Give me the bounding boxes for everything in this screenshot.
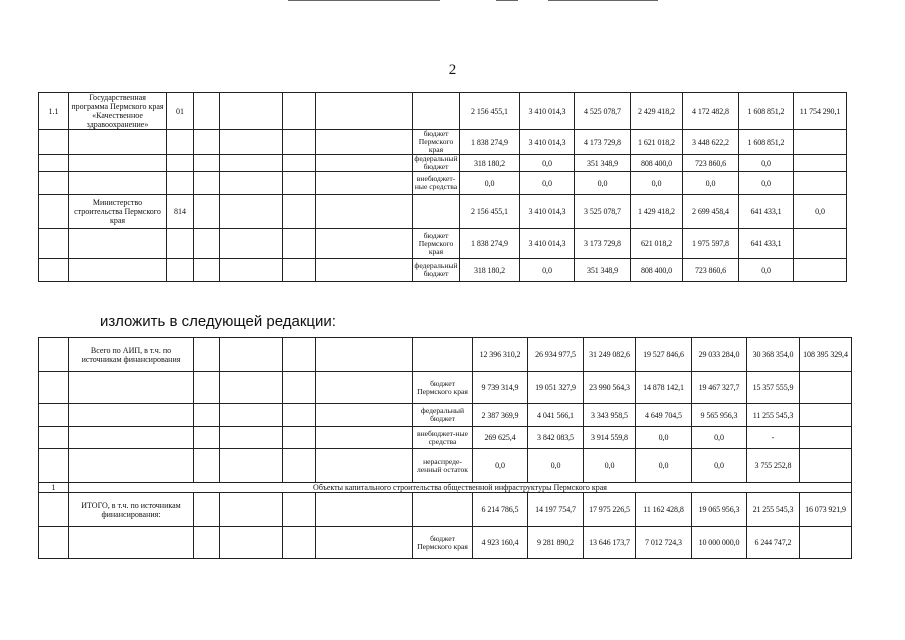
empty-cell	[194, 229, 220, 259]
value-cell: 641 433,1	[739, 195, 794, 229]
value-cell: 12 396 310,2	[473, 338, 528, 372]
value-cell: 11 162 428,8	[636, 493, 692, 527]
row-number-cell	[39, 449, 69, 483]
value-cell: 14 878 142,1	[636, 372, 692, 404]
row-number-cell	[39, 259, 69, 282]
value-cell: 29 033 284,0	[692, 338, 747, 372]
value-cell: 17 975 226,5	[584, 493, 636, 527]
value-cell	[794, 130, 847, 155]
value-cell: 2 156 455,1	[460, 93, 520, 130]
value-cell: 4 923 160,4	[473, 527, 528, 559]
row-number-cell	[39, 427, 69, 449]
row-number-cell	[39, 172, 69, 195]
row-name-cell	[69, 527, 194, 559]
value-cell: 9 565 956,3	[692, 404, 747, 427]
empty-cell	[283, 527, 316, 559]
row-number-cell: 1.1	[39, 93, 69, 130]
empty-cell	[283, 130, 316, 155]
value-cell: 1 608 851,2	[739, 93, 794, 130]
funding-source-cell: бюджет Пермского края	[413, 130, 460, 155]
value-cell: 2 699 458,4	[683, 195, 739, 229]
value-cell: 808 400,0	[631, 259, 683, 282]
row-number-cell	[39, 155, 69, 172]
row-name-cell	[69, 130, 167, 155]
empty-cell	[316, 93, 413, 130]
value-cell: 0,0	[520, 259, 575, 282]
empty-cell	[220, 130, 283, 155]
row-code-cell	[167, 172, 194, 195]
empty-cell	[220, 493, 283, 527]
empty-cell	[220, 404, 283, 427]
value-cell: 0,0	[683, 172, 739, 195]
empty-cell	[194, 259, 220, 282]
table-row	[39, 155, 847, 172]
empty-cell	[220, 372, 283, 404]
value-cell: 108 395 329,4	[800, 338, 852, 372]
empty-cell	[194, 93, 220, 130]
empty-cell	[194, 372, 220, 404]
value-cell	[800, 427, 852, 449]
row-name-cell: Министерство строительства Пермского края	[69, 195, 167, 229]
empty-cell	[194, 427, 220, 449]
table-row	[39, 449, 852, 483]
empty-cell	[316, 338, 413, 372]
empty-cell	[194, 527, 220, 559]
empty-cell	[220, 229, 283, 259]
empty-cell	[220, 155, 283, 172]
value-cell	[794, 259, 847, 282]
row-number-cell	[39, 372, 69, 404]
row-name-cell: ИТОГО, в т.ч. по источникам финансирования:	[69, 493, 194, 527]
value-cell: 1 621 018,2	[631, 130, 683, 155]
value-cell: 0,0	[739, 172, 794, 195]
empty-cell	[283, 93, 316, 130]
empty-cell	[283, 449, 316, 483]
funding-source-cell: федеральный бюджет	[413, 259, 460, 282]
value-cell: 2 429 418,2	[631, 93, 683, 130]
empty-cell	[316, 130, 413, 155]
value-cell: 4 172 482,8	[683, 93, 739, 130]
value-cell: 351 348,9	[575, 259, 631, 282]
table-row	[39, 372, 852, 404]
empty-cell	[220, 195, 283, 229]
funding-source-cell	[413, 493, 473, 527]
funding-source-cell	[413, 93, 460, 130]
table-row	[39, 172, 847, 195]
empty-cell	[194, 130, 220, 155]
empty-cell	[194, 195, 220, 229]
row-code-cell	[167, 229, 194, 259]
value-cell: 0,0	[636, 427, 692, 449]
empty-cell	[283, 404, 316, 427]
value-cell: 0,0	[520, 155, 575, 172]
value-cell: 318 180,2	[460, 259, 520, 282]
empty-cell	[283, 427, 316, 449]
row-name-cell	[69, 449, 194, 483]
row-name-cell	[69, 372, 194, 404]
empty-cell	[283, 229, 316, 259]
table-row	[39, 130, 847, 155]
row-number-cell	[39, 130, 69, 155]
value-cell: 0,0	[473, 449, 528, 483]
value-cell: 3 410 014,3	[520, 93, 575, 130]
funding-source-cell: бюджет Пермского края	[413, 527, 473, 559]
value-cell: 19 467 327,7	[692, 372, 747, 404]
funding-source-cell: внебюджет-ные средства	[413, 172, 460, 195]
value-cell: 0,0	[739, 155, 794, 172]
table-row	[39, 229, 847, 259]
value-cell: 6 214 786,5	[473, 493, 528, 527]
value-cell: 3 343 958,5	[584, 404, 636, 427]
funding-source-cell: бюджет Пермского края	[413, 229, 460, 259]
empty-cell	[316, 195, 413, 229]
empty-cell	[316, 404, 413, 427]
section-row	[39, 483, 852, 493]
row-name-cell	[69, 259, 167, 282]
empty-cell	[316, 493, 413, 527]
empty-cell	[194, 449, 220, 483]
value-cell	[800, 404, 852, 427]
value-cell: 1 975 597,8	[683, 229, 739, 259]
empty-cell	[283, 338, 316, 372]
table-original	[38, 92, 847, 282]
amendment-heading: изложить в следующей редакции:	[100, 313, 336, 330]
value-cell: 0,0	[575, 172, 631, 195]
empty-cell	[316, 155, 413, 172]
empty-cell	[316, 172, 413, 195]
section-number-cell: 1	[39, 483, 69, 493]
value-cell: -	[747, 427, 800, 449]
value-cell	[800, 372, 852, 404]
row-name-cell	[69, 427, 194, 449]
value-cell	[800, 449, 852, 483]
row-number-cell	[39, 195, 69, 229]
value-cell: 1 429 418,2	[631, 195, 683, 229]
value-cell: 30 368 354,0	[747, 338, 800, 372]
empty-cell	[316, 259, 413, 282]
value-cell: 13 646 173,7	[584, 527, 636, 559]
empty-cell	[316, 449, 413, 483]
value-cell: 9 739 314,9	[473, 372, 528, 404]
value-cell: 3 173 729,8	[575, 229, 631, 259]
row-number-cell	[39, 338, 69, 372]
table-row	[39, 259, 847, 282]
value-cell: 2 387 369,9	[473, 404, 528, 427]
row-name-cell	[69, 229, 167, 259]
value-cell: 4 173 729,8	[575, 130, 631, 155]
value-cell: 0,0	[739, 259, 794, 282]
top-rule-2	[496, 0, 518, 1]
empty-cell	[220, 427, 283, 449]
empty-cell	[194, 493, 220, 527]
value-cell: 16 073 921,9	[800, 493, 852, 527]
value-cell: 19 051 327,9	[528, 372, 584, 404]
funding-source-cell: федеральный бюджет	[413, 404, 473, 427]
empty-cell	[220, 449, 283, 483]
row-code-cell	[167, 130, 194, 155]
value-cell: 11 255 545,3	[747, 404, 800, 427]
value-cell	[794, 172, 847, 195]
value-cell: 3 410 014,3	[520, 195, 575, 229]
row-code-cell: 01	[167, 93, 194, 130]
value-cell	[794, 229, 847, 259]
table-row	[39, 195, 847, 229]
table-new-edition	[38, 337, 852, 559]
value-cell: 0,0	[631, 172, 683, 195]
value-cell: 0,0	[460, 172, 520, 195]
value-cell: 3 755 252,8	[747, 449, 800, 483]
empty-cell	[194, 404, 220, 427]
empty-cell	[283, 155, 316, 172]
value-cell	[800, 527, 852, 559]
empty-cell	[283, 195, 316, 229]
row-number-cell	[39, 404, 69, 427]
row-code-cell	[167, 259, 194, 282]
value-cell: 3 914 559,8	[584, 427, 636, 449]
empty-cell	[194, 338, 220, 372]
funding-source-cell: нераспреде-ленный остаток	[413, 449, 473, 483]
row-number-cell	[39, 527, 69, 559]
value-cell: 1 608 851,2	[739, 130, 794, 155]
funding-source-cell	[413, 195, 460, 229]
value-cell: 351 348,9	[575, 155, 631, 172]
value-cell: 0,0	[584, 449, 636, 483]
empty-cell	[316, 527, 413, 559]
page-number: 2	[448, 62, 457, 78]
empty-cell	[220, 93, 283, 130]
value-cell: 9 281 890,2	[528, 527, 584, 559]
funding-source-cell: внебюджет-ные средства	[413, 427, 473, 449]
table-row	[39, 93, 847, 130]
row-name-cell: Всего по АИП, в т.ч. по источникам финансирования	[69, 338, 194, 372]
value-cell: 3 525 078,7	[575, 195, 631, 229]
funding-source-cell: федеральный бюджет	[414, 154, 458, 171]
value-cell: 1 838 274,9	[460, 130, 520, 155]
table-row	[39, 338, 852, 372]
empty-cell	[283, 172, 316, 195]
row-number-cell	[39, 493, 69, 527]
value-cell: 15 357 555,9	[747, 372, 800, 404]
value-cell: 6 244 747,2	[747, 527, 800, 559]
value-cell: 26 934 977,5	[528, 338, 584, 372]
funding-source-cell: бюджет Пермского края	[413, 372, 473, 404]
value-cell: 11 754 290,1	[794, 93, 847, 130]
value-cell: 14 197 754,7	[528, 493, 584, 527]
value-cell: 2 156 455,1	[460, 195, 520, 229]
value-cell: 3 410 014,3	[520, 130, 575, 155]
table-row	[39, 404, 852, 427]
value-cell: 1 838 274,9	[460, 229, 520, 259]
top-rule-3	[548, 0, 658, 1]
row-name-cell	[69, 172, 167, 195]
value-cell: 3 842 083,5	[528, 427, 584, 449]
row-code-cell	[167, 155, 194, 172]
top-rule-1	[288, 0, 440, 1]
row-number-cell	[39, 229, 69, 259]
empty-cell	[316, 229, 413, 259]
value-cell: 0,0	[528, 449, 584, 483]
table-row	[39, 427, 852, 449]
value-cell: 19 527 846,6	[636, 338, 692, 372]
value-cell: 0,0	[692, 427, 747, 449]
funding-source-cell	[413, 338, 473, 372]
row-name-cell	[69, 404, 194, 427]
empty-cell	[220, 527, 283, 559]
table-row	[39, 527, 852, 559]
row-name-cell	[69, 155, 167, 172]
value-cell: 269 625,4	[473, 427, 528, 449]
empty-cell	[316, 427, 413, 449]
value-cell: 31 249 082,6	[584, 338, 636, 372]
empty-cell	[283, 493, 316, 527]
value-cell: 723 860,6	[683, 155, 739, 172]
value-cell: 21 255 545,3	[747, 493, 800, 527]
value-cell: 7 012 724,3	[636, 527, 692, 559]
empty-cell	[283, 372, 316, 404]
value-cell: 4 525 078,7	[575, 93, 631, 130]
value-cell: 0,0	[794, 195, 847, 229]
table-row	[39, 493, 852, 527]
value-cell	[794, 155, 847, 172]
empty-cell	[316, 372, 413, 404]
row-name-cell: Государственная программа Пермского края «Качественное здравоохранение»	[69, 93, 167, 130]
value-cell: 4 649 704,5	[636, 404, 692, 427]
empty-cell	[194, 155, 220, 172]
row-code-cell: 814	[167, 195, 194, 229]
value-cell: 621 018,2	[631, 229, 683, 259]
empty-cell	[283, 259, 316, 282]
value-cell: 318 180,2	[460, 155, 520, 172]
empty-cell	[220, 338, 283, 372]
value-cell: 4 041 566,1	[528, 404, 584, 427]
value-cell: 0,0	[636, 449, 692, 483]
empty-cell	[194, 172, 220, 195]
value-cell: 723 860,6	[683, 259, 739, 282]
value-cell: 10 000 000,0	[692, 527, 747, 559]
empty-cell	[220, 259, 283, 282]
empty-cell	[220, 172, 283, 195]
value-cell: 3 410 014,3	[520, 229, 575, 259]
value-cell: 808 400,0	[631, 155, 683, 172]
section-title-cell: Объекты капитального строительства общественной инфраструктуры Пермского края	[69, 483, 852, 493]
value-cell: 0,0	[692, 449, 747, 483]
value-cell: 641 433,1	[739, 229, 794, 259]
value-cell: 23 990 564,3	[584, 372, 636, 404]
value-cell: 0,0	[520, 172, 575, 195]
value-cell: 3 448 622,2	[683, 130, 739, 155]
value-cell: 19 065 956,3	[692, 493, 747, 527]
